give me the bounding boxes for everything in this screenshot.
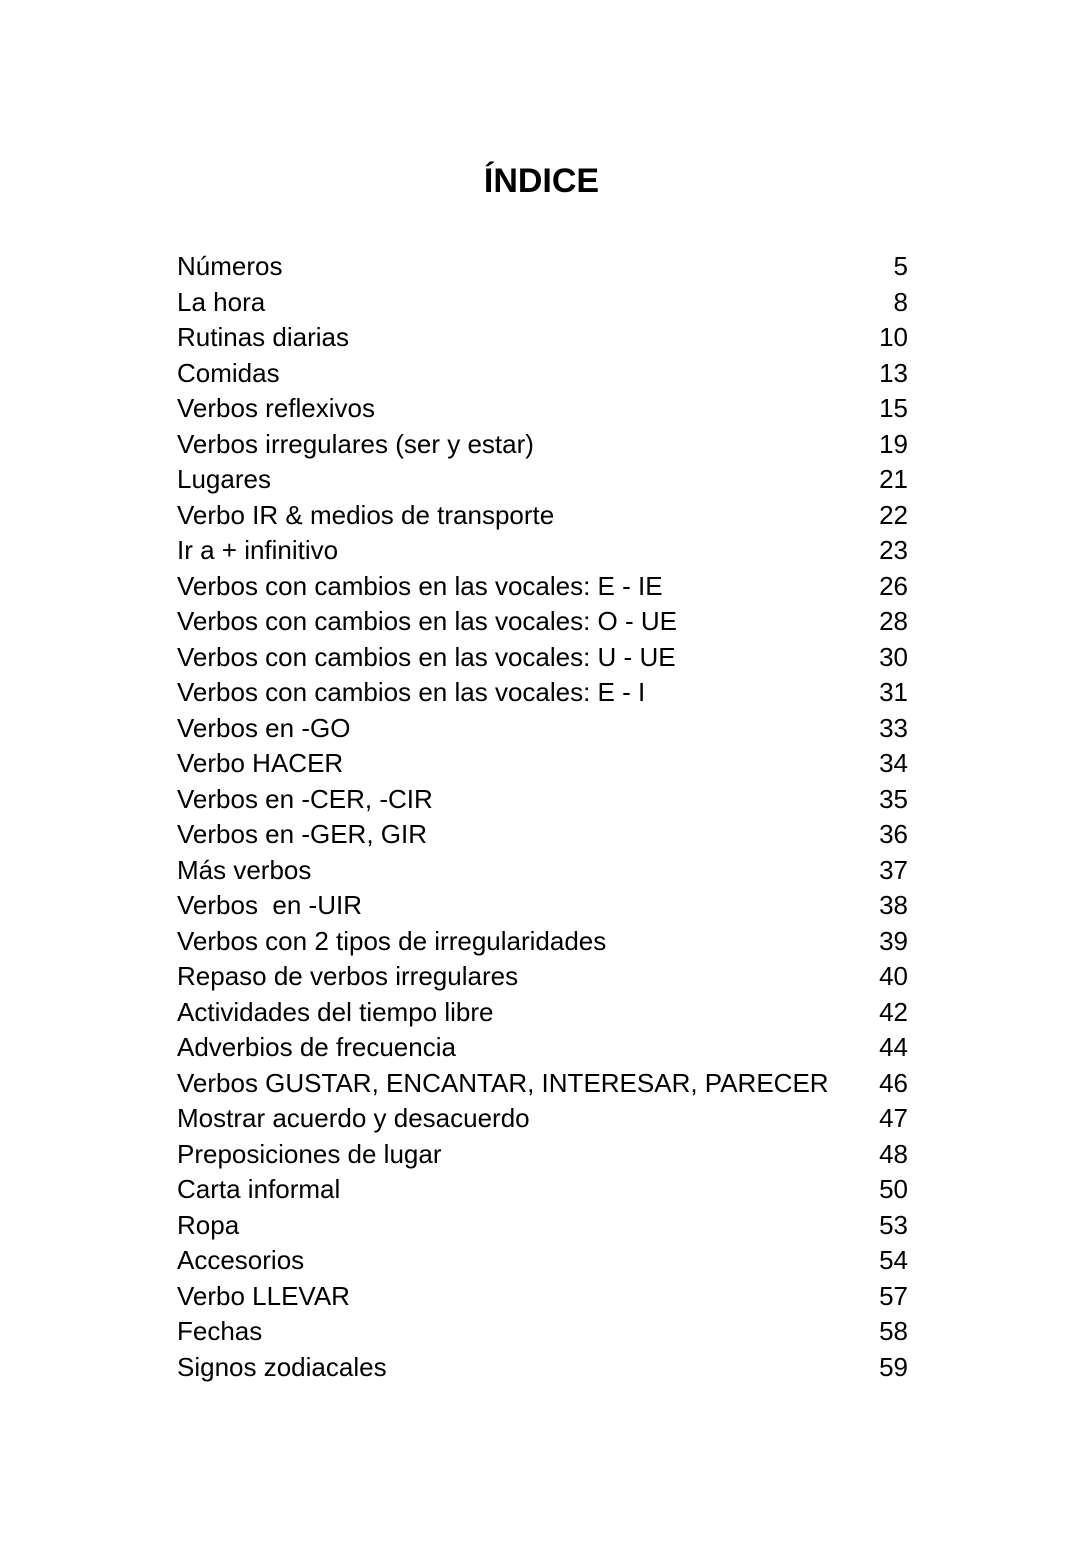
toc-entry — [177, 1137, 908, 1173]
toc-entry-label: Más verbos — [177, 854, 312, 885]
toc-entry — [177, 782, 908, 818]
toc-entry — [177, 285, 908, 321]
toc-entry — [177, 640, 908, 676]
toc-entry-label: Ir a + infinitivo — [177, 535, 339, 565]
toc-entry — [177, 427, 908, 463]
toc-entry — [177, 356, 908, 392]
toc-entry-page-number: 30 — [879, 641, 908, 672]
toc-entry — [177, 1243, 908, 1279]
toc-entry-page-number: 44 — [879, 1032, 908, 1062]
toc-entry — [177, 817, 908, 853]
toc-entry — [177, 498, 908, 534]
toc-entry — [177, 320, 908, 356]
toc-entry — [177, 1208, 908, 1244]
toc-entry — [177, 249, 908, 285]
toc-entry-page-number: 54 — [879, 1245, 908, 1275]
toc-entry-page-number: 23 — [879, 535, 908, 565]
toc-entry-label: Verbos GUSTAR, ENCANTAR, INTERESAR, PARECER — [177, 1067, 829, 1098]
toc-entry-label: Verbos en -GO — [177, 712, 351, 743]
toc-entry-label: Adverbios de frecuencia — [177, 1032, 456, 1062]
toc-entry-page-number: 57 — [879, 1280, 908, 1311]
toc-entry-label: Verbos con cambios en las vocales: U - UE — [177, 641, 676, 672]
toc-entry — [177, 711, 908, 747]
toc-entry-label: Verbos con 2 tipos de irregularidades — [177, 925, 607, 956]
toc-entry — [177, 533, 908, 569]
toc-entry — [177, 462, 908, 498]
toc-entry-label: La hora — [177, 286, 266, 317]
toc-entry-page-number: 22 — [879, 499, 908, 530]
toc-entry — [177, 1030, 908, 1066]
toc-entry-label: Verbos irregulares (ser y estar) — [177, 428, 534, 459]
toc-entry-page-number: 8 — [893, 286, 908, 317]
table-of-contents — [177, 249, 908, 1385]
toc-entry-page-number: 38 — [879, 890, 908, 920]
toc-entry-page-number: 34 — [879, 748, 908, 778]
toc-entry-label: Verbo HACER — [177, 748, 344, 778]
toc-entry — [177, 1066, 908, 1102]
toc-entry-label: Verbos en -UIR — [177, 890, 362, 920]
toc-entry-label: Verbos en -GER, GIR — [177, 819, 427, 849]
toc-entry-label: Verbos con cambios en las vocales: E - I — [177, 677, 646, 707]
toc-entry-page-number: 46 — [879, 1067, 908, 1098]
toc-entry-page-number: 26 — [879, 570, 908, 601]
toc-entry — [177, 995, 908, 1031]
toc-entry-page-number: 37 — [879, 854, 908, 885]
toc-entry — [177, 959, 908, 995]
toc-entry — [177, 604, 908, 640]
toc-entry-label: Comidas — [177, 357, 280, 388]
toc-entry-page-number: 5 — [893, 251, 908, 281]
toc-entry-label: Mostrar acuerdo y desacuerdo — [177, 1103, 530, 1133]
toc-entry-label: Carta informal — [177, 1174, 341, 1204]
toc-entry-label: Verbo IR & medios de transporte — [177, 499, 555, 530]
toc-entry-label: Signos zodiacales — [177, 1351, 387, 1382]
toc-entry-page-number: 48 — [879, 1138, 908, 1169]
toc-entry — [177, 746, 908, 782]
toc-entry-page-number: 47 — [879, 1103, 908, 1133]
toc-entry — [177, 675, 908, 711]
toc-entry-page-number: 19 — [879, 428, 908, 459]
toc-entry-label: Ropa — [177, 1209, 240, 1240]
toc-entry-label: Verbo LLEVAR — [177, 1280, 350, 1311]
toc-entry-label: Lugares — [177, 464, 271, 494]
toc-entry-page-number: 59 — [879, 1351, 908, 1382]
toc-entry-label: Actividades del tiempo libre — [177, 996, 494, 1027]
toc-entry — [177, 853, 908, 889]
toc-entry-label: Rutinas diarias — [177, 322, 349, 352]
toc-entry-page-number: 21 — [879, 464, 908, 494]
toc-entry-label: Fechas — [177, 1316, 263, 1346]
toc-entry-page-number: 40 — [879, 961, 908, 991]
page-title: ÍNDICE — [483, 162, 600, 200]
toc-entry — [177, 569, 908, 605]
toc-entry-page-number: 50 — [879, 1174, 908, 1204]
toc-entry-page-number: 15 — [879, 393, 908, 423]
toc-entry-page-number: 42 — [879, 996, 908, 1027]
toc-entry-label: Verbos con cambios en las vocales: E - IE — [177, 570, 663, 601]
toc-entry-label: Repaso de verbos irregulares — [177, 961, 519, 991]
toc-entry-label: Verbos con cambios en las vocales: O - UE — [177, 606, 678, 636]
toc-entry-page-number: 53 — [879, 1209, 908, 1240]
toc-entry — [177, 1172, 908, 1208]
toc-entry — [177, 1350, 908, 1386]
toc-entry — [177, 1101, 908, 1137]
toc-entry-page-number: 39 — [879, 925, 908, 956]
toc-entry-page-number: 31 — [879, 677, 908, 707]
toc-entry-page-number: 10 — [879, 322, 908, 352]
toc-entry-page-number: 13 — [879, 357, 908, 388]
toc-entry-page-number: 35 — [879, 783, 908, 814]
toc-entry-page-number: 58 — [879, 1316, 908, 1346]
toc-entry-label: Accesorios — [177, 1245, 305, 1275]
toc-entry-label: Números — [177, 251, 283, 281]
toc-entry — [177, 1314, 908, 1350]
toc-entry-page-number: 33 — [879, 712, 908, 743]
toc-entry-page-number: 28 — [879, 606, 908, 636]
toc-entry-page-number: 36 — [879, 819, 908, 849]
toc-entry — [177, 391, 908, 427]
toc-entry — [177, 888, 908, 924]
toc-entry-label: Verbos en -CER, -CIR — [177, 783, 433, 814]
toc-entry-label: Verbos reflexivos — [177, 393, 375, 423]
toc-entry-label: Preposiciones de lugar — [177, 1138, 442, 1169]
toc-entry — [177, 924, 908, 960]
toc-entry — [177, 1279, 908, 1315]
